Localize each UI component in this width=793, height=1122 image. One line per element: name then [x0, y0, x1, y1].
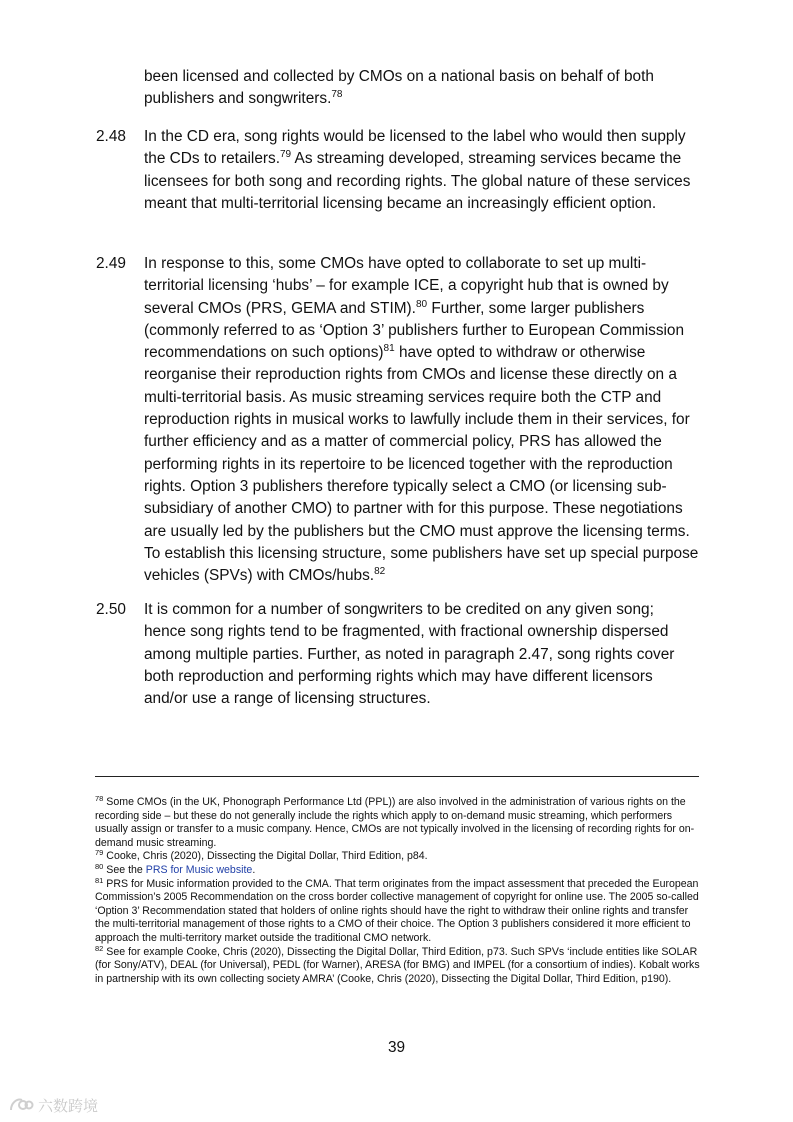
page-number: 39 — [387, 1039, 406, 1056]
footnote-81 — [95, 875, 701, 946]
text-segment: It is common for a number of songwriters to be credited on any given song; hence song rights tend to be fragmented, with fractional ownership dispersed among multiple parties. Further, as noted in paragraph 2.47, song rights cover both reproduction and performing rights which may have different licensors and/or use a range of licensing structures. — [144, 601, 675, 708]
footnote-80 — [95, 861, 701, 878]
footnote-number: 81 — [95, 875, 104, 885]
text-segment: As streaming developed, streaming services became the licensees for both song and recording rights. The global nature of these services meant that multi-territorial licensing became an increasingly efficient option. — [144, 150, 691, 212]
watermark — [8, 1094, 98, 1116]
footnote-number: 78 — [95, 794, 104, 803]
continuation-paragraph — [144, 66, 700, 111]
footnote-number: 80 — [95, 861, 104, 871]
footnote-78 — [95, 796, 701, 850]
continuation-text: been licensed and collected by CMOs on a national basis on behalf of both publishers and songwriters. — [144, 68, 654, 108]
text-segment: In response to this, some CMOs have opted to collaborate to set up multi-territorial licensing ‘hubs’ – for example ICE, a copyright hub that is owned by several CMOs (PRS, GEMA and STIM). — [144, 255, 669, 317]
logo-icon — [8, 1094, 34, 1116]
paragraph-text — [144, 253, 700, 587]
paragraph-number: 2.48 — [96, 128, 126, 145]
footnote-text: Cooke, Chris (2020), Dissecting the Digital Dollar, Third Edition, p84. — [103, 850, 428, 863]
footnote-ref[interactable]: 78 — [331, 89, 343, 101]
footnote-text: . — [252, 863, 256, 876]
footnote-divider — [95, 776, 699, 777]
text-segment: In the CD era, song rights would be licensed to the label who would then supply the CDs to retailers. — [144, 128, 686, 168]
paragraph-number: 2.49 — [96, 255, 126, 272]
text-segment: have opted to withdraw or otherwise reorganise their reproduction rights from CMOs and license these directly on a multi-territorial basis. As music streaming services require both the CTP and reproduction rights in musical works to lawfully include them in their services, for further efficiency and as a matter of commercial policy, PRS has allowed the performing rights in its repertoire to be licenced together with the reproduction rights. Option 3 publishers therefore typically select a CMO (or licensing sub-subsidiary of another CMO) to partner with for this purpose. These negotiations are usually led by the publishers but the CMO must approve the licensing terms. To establish this licensing structure, some publishers have set up special purpose vehicles (SPVs) with CMOs/hubs. — [144, 344, 699, 585]
paragraph-2-50 — [96, 599, 700, 710]
footnote-number: 79 — [95, 848, 104, 858]
prs-website-link[interactable]: PRS for Music website — [145, 863, 253, 876]
footnote-82 — [95, 943, 701, 987]
paragraph-number: 2.50 — [96, 601, 126, 618]
footnote-text: PRS for Music information provided to the CMA. That term originates from the impact assessment that preceded the European Commission’s 2005 Recommendation on the cross border collective management of copyright for online use. The 2005 so-called ‘Option 3’ Recommendation stated that holders of online rights should have the right to withdraw their online rights and transfer the multi-territorial management of those rights to a CMO of their choice. The Option 3 publishers considered it more efficient to approach the multi-territory market outside the traditional CMO network. — [95, 877, 699, 944]
watermark-text: 六数跨境 — [38, 1097, 99, 1115]
footnote-text: See for example Cooke, Chris (2020), Dissecting the Digital Dollar, Third Edition, p73. Such SPVs ‘include entities like SOLAR (for Sony/ATV), DEAL (for Universal), PEDL (for Warner), ARESA (for BMG) and IMPEL (for a consortium of indies). Kobalt works in partnership with its own collecting society AMRA’ (Cooke, Chris (2020), Dissecting the Digital Dollar, Third Edition, p190). — [95, 945, 700, 985]
footnote-text: Some CMOs (in the UK, Phonograph Performance Ltd (PPL)) are also involved in the administration of various rights on the recording side – but these do not generally include the rights which apply to on-demand music streaming, which performers usually assign or transfer to a music company. Hence, CMOs are not typically involved in the licensing of recording rights for on-demand music streaming. — [95, 796, 695, 849]
text-segment: Further, some larger publishers (commonly referred to as ‘Option 3’ publishers further to European Commission recommendations on such options) — [144, 299, 685, 362]
footnote-ref[interactable]: 79 — [280, 149, 292, 161]
footnote-ref[interactable]: 80 — [415, 298, 428, 310]
footnote-text: See the — [103, 863, 146, 876]
paragraph-2-49 — [96, 253, 700, 587]
paragraph-2-48 — [96, 126, 700, 215]
footnote-number: 82 — [95, 943, 104, 953]
paragraph-text — [144, 599, 700, 710]
footnotes — [95, 796, 701, 986]
footnote-ref[interactable]: 82 — [374, 566, 386, 578]
footnote-79 — [95, 850, 701, 864]
footnote-ref[interactable]: 81 — [383, 343, 395, 355]
paragraph-text — [144, 126, 700, 215]
